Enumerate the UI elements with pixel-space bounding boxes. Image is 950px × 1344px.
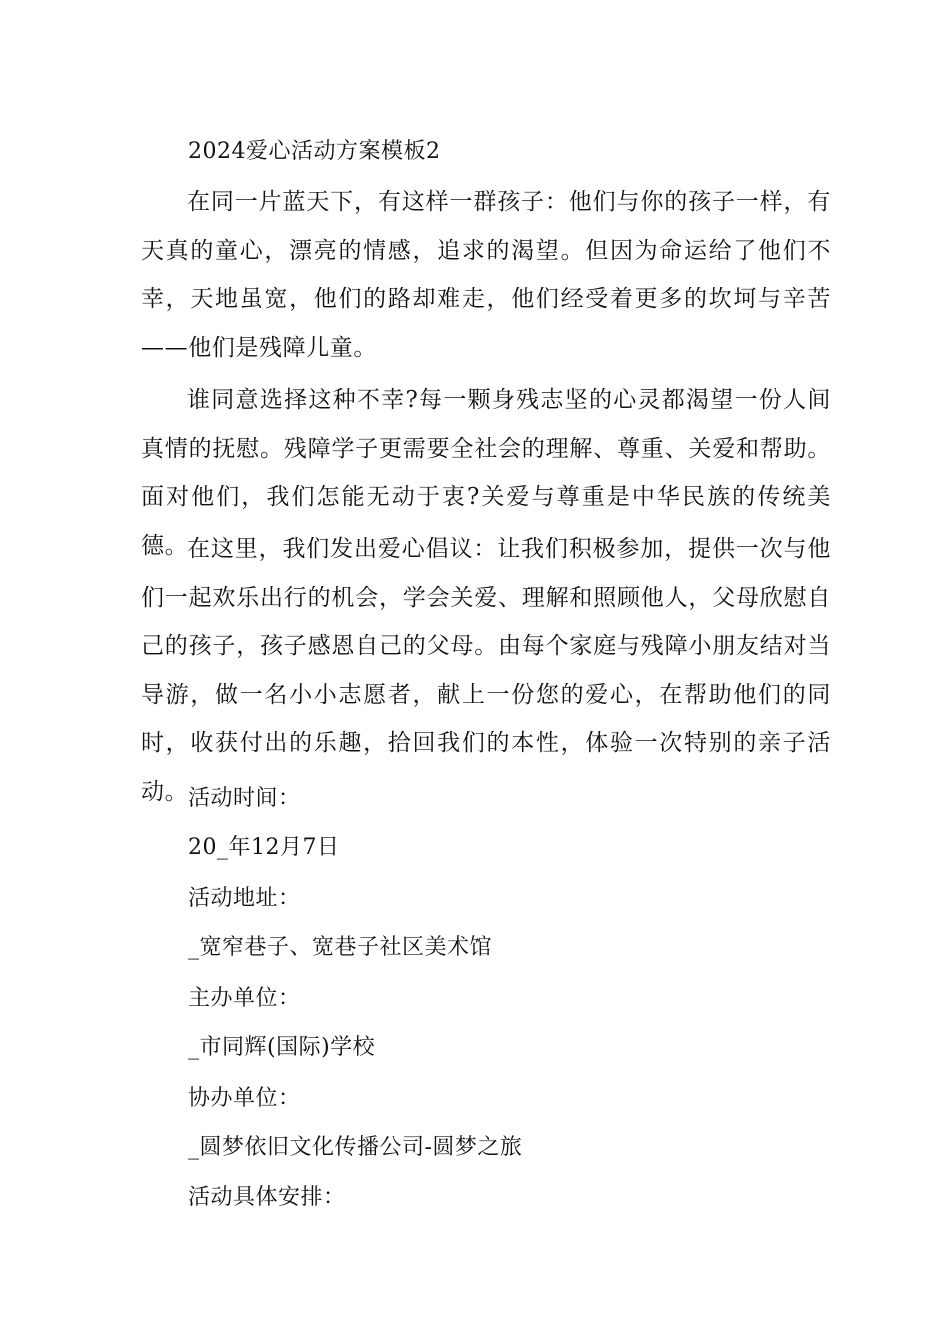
co-host-value: _圆梦依旧文化传播公司-圆梦之旅: [188, 1135, 523, 1160]
host-label: 主办单位：: [188, 986, 301, 1011]
proposal-paragraph: 在这里，我们发出爱心倡议：让我们积极参加，提供一次与他们一起欢乐出行的机会，学会关爱、理解和照顾他人，父母欣慰自己的孩子，孩子感恩自己的父母。由每个家庭与残障小朋友结对当导游，做一名小小志愿者，献上一份您的爱心，在帮助他们的同时，收获付出的乐趣，拾回我们的本性，体验一次特别的亲子活动。: [141, 536, 831, 805]
activity-address-value: _宽窄巷子、宽巷子社区美术馆: [188, 935, 493, 960]
activity-time-value: 20_年12月7日: [188, 835, 340, 860]
co-host-label: 协办单位：: [188, 1086, 301, 1111]
activity-time-label: 活动时间：: [188, 786, 301, 811]
document-title: 2024爱心活动方案模板2: [188, 139, 441, 164]
schedule-label: 活动具体安排：: [188, 1185, 346, 1210]
host-value: _市同辉(国际)学校: [188, 1035, 376, 1060]
question-paragraph: 谁同意选择这种不幸?每一颗身残志坚的心灵都渴望一份人间真情的抚慰。残障学子更需要全社会的理解、尊重、关爱和帮助。面对他们，我们怎能无动于衷?关爱与尊重是中华民族的传统美德。: [141, 387, 831, 559]
intro-paragraph: 在同一片蓝天下，有这样一群孩子：他们与你的孩子一样，有天真的童心，漂亮的情感，追求的渴望。但因为命运给了他们不幸，天地虽宽，他们的路却难走，他们经受着更多的坎坷与辛苦——他们是残障儿童。: [141, 189, 831, 361]
activity-address-label: 活动地址：: [188, 886, 301, 911]
